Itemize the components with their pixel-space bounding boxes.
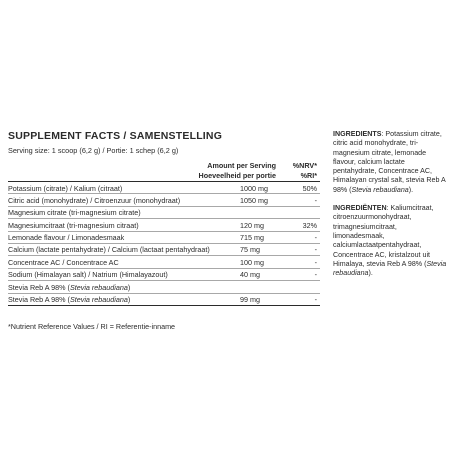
nrv-header: %NRV*: [292, 161, 317, 170]
nutrient-name: Concentrace AC / Concentrace AC: [8, 257, 119, 267]
table-row: [8, 207, 320, 219]
nutrient-name: Potassium (citrate) / Kalium (citraat): [8, 183, 123, 193]
nutrient-amount: 120 mg: [240, 220, 264, 230]
table-row: [8, 281, 320, 293]
table-row: [8, 244, 320, 256]
ingredients-dutch: [333, 204, 449, 278]
facts-title: SUPPLEMENT FACTS / SAMENSTELLING: [8, 130, 223, 142]
table-row: [8, 219, 320, 231]
footnote: *Nutrient Reference Values / RI = Referentie-inname: [8, 321, 176, 331]
ingredients-text-nl: : Kaliumcitraat, citroenzuurmonohydraat, trimagnesiumcitraat, limonadesmaak, calciumlactaatpentahydraat, Concentrace AC, kristalzout uit Himalaya, stevia Reb A 98% (: [333, 204, 434, 268]
nutrient-amount: 40 mg: [240, 270, 260, 280]
nutrient-name: Citric acid (monohydrate) / Citroenzuur (monohydraat): [8, 195, 181, 205]
table-row: [8, 182, 320, 194]
table-row: [8, 269, 320, 281]
ingredients-label-nl: INGREDIËNTEN: [333, 204, 387, 213]
nutrient-nrv: -: [314, 295, 317, 305]
nutrient-name: Stevia Reb A 98% (Stevia rebaudiana): [8, 282, 131, 292]
nutrient-amount: 1000 mg: [240, 183, 268, 193]
table-row: [8, 294, 320, 306]
nutrient-amount: 99 mg: [240, 295, 260, 305]
ingredients-end-nl: ).: [368, 269, 373, 278]
nutrient-amount: 1050 mg: [240, 195, 268, 205]
nutrient-nrv: 50%: [302, 183, 317, 193]
nutrient-nrv: -: [314, 245, 317, 255]
nutrient-name: Magnesiumcitraat (tri-magnesium citraat): [8, 220, 139, 230]
nutrient-nrv: 32%: [302, 220, 317, 230]
table-row: [8, 256, 320, 268]
amount-header-en: Amount per Serving: [207, 161, 276, 170]
amount-header-nl: Hoeveelheid per portie: [198, 171, 276, 180]
table-header: [8, 160, 320, 181]
table-row: [8, 194, 320, 206]
nutrient-amount: 715 mg: [240, 233, 264, 243]
table-row: [8, 232, 320, 244]
ingredients-italic: Stevia rebaudiana: [351, 185, 409, 194]
facts-table: [8, 181, 320, 306]
nutrient-amount: 100 mg: [240, 257, 264, 267]
nutrient-nrv: -: [314, 233, 317, 243]
ingredients-label: INGREDIENTS: [333, 130, 382, 138]
nutrient-amount: 75 mg: [240, 245, 260, 255]
nutrient-nrv: -: [314, 257, 317, 267]
ingredients-italic-nl: Stevia rebaudiana: [333, 259, 447, 278]
ingredients-panel: [333, 130, 449, 278]
serving-size: Serving size: 1 scoop (6,2 g) / Portie: 1 schep (6,2 g): [8, 146, 179, 155]
ingredients-end: ).: [408, 185, 414, 194]
supplement-facts-panel: [8, 130, 320, 331]
nutrient-name: Magnesium citrate (tri-magnesium citrate): [8, 208, 141, 218]
nutrient-name: Calcium (lactate pentahydrate) / Calcium (lactaat pentahydraat): [8, 245, 210, 255]
nutrient-nrv: -: [314, 195, 317, 205]
ri-header: %RI*: [300, 171, 317, 180]
nutrient-name: Stevia Reb A 98% (Stevia rebaudiana): [8, 295, 131, 305]
nutrient-name: Lemonade flavour / Limonadesmaak: [8, 233, 125, 243]
nutrient-nrv: -: [314, 270, 317, 280]
nutrient-name: Sodium (Himalayan salt) / Natrium (Himalayazout): [8, 270, 168, 280]
ingredients-text: : Potassium citrate, citric acid monohydrate, tri-magnesium citrate, lemonade flavour, calcium lactate pentahydrate, Concentrace AC, Himalayan crystal salt, stevia Reb A 98% (: [333, 130, 446, 194]
ingredients-english: [333, 130, 449, 195]
